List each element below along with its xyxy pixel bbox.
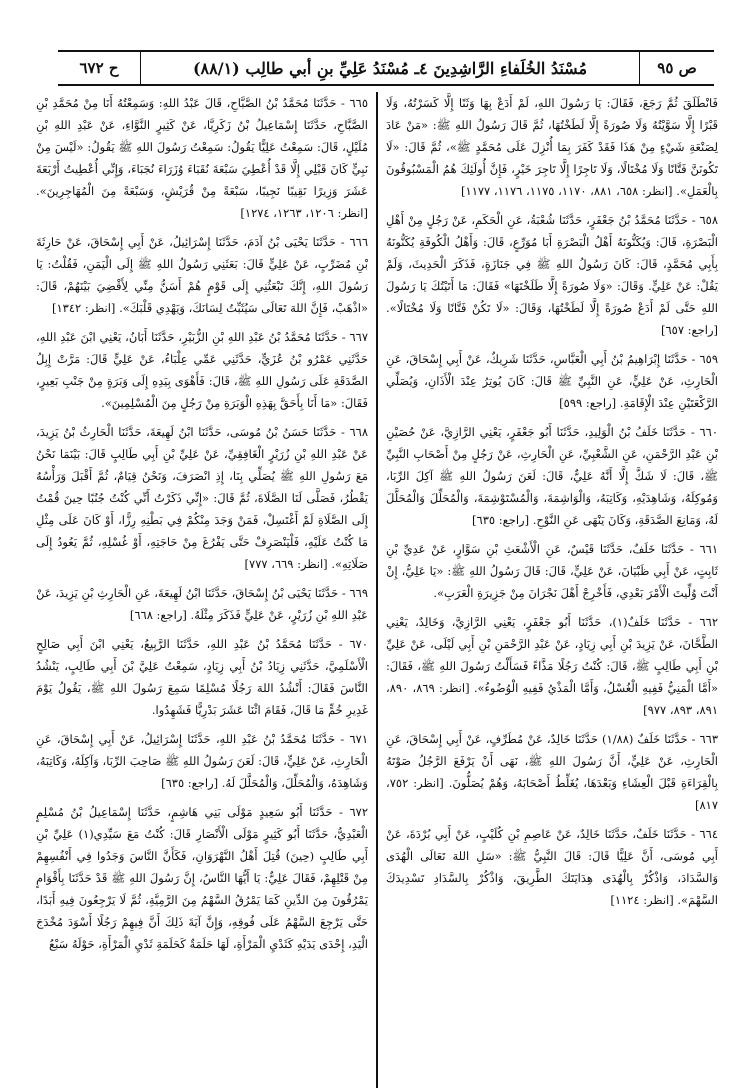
header-title: مُسْنَدُ الخُلَفاءِ الرَّاشِدِينَ ٤ـ مُسْنَدُ عَلِيِّ بنِ أبي طالِب (٨٨/١) — [192, 58, 588, 78]
hadith-paragraph: ٦٥٨ - حَدَّثَنَا مُحَمَّدُ بْنُ جَعْفَرٍ، حَدَّثَنَا شُعْبَةُ، عَنِ الْحَكَمِ، عَنْ رَجُلٍ مِنْ أَهْلِ الْبَصْرَةِ، قَالَ: وَيُكَنُّونَهُ أَهْلُ الْبَصْرَةِ أَبَا مُوَرِّعٍ، قَالَ: وَأَهْلُ الْكُوفَةِ يُكَنُّونَهُ بِأَبِي مُحَمَّدٍ، قَالَ: كَانَ رَسُولُ اللهِ ﷺ فِي جَنَازَةٍ، فَذَكَرَ الْحَدِيثَ، وَلَمْ يَقُلْ: عَنْ عَلِيٍّ. وَقَالَ: «وَلَا صُورَةً إِلَّا طَلَخْتَهَا» فَقَالَ: مَا أَتَيْتُكَ يَا رَسُولَ اللهِ حَتَّى لَمْ أَدَعْ صُورَةً إِلَّا لَطَخْتُهَا، وَقَالَ: «لَا تَكُنْ فَتَّانًا وَلَا مُخْتَالًا». [راجع: ٦٥٧] — [386, 213, 718, 337]
hadith-paragraph: ٦٦٠ - حَدَّثَنَا خَلَفُ بْنُ الْوَلِيدِ، حَدَّثَنَا أَبُو جَعْفَرٍ، يَعْنِي الرَّازِيَّ، عَنْ حُصَيْنِ بْنِ عَبْدِ الرَّحْمَنِ، عَنِ الشَّعْبِيِّ، عَنِ الْحَارِثِ، عَنْ رَجُلٍ مِنْ أَصْحَابِ النَّبِيِّ ﷺ، قَالَ: لَا شَكَّ إِلَّا أَنَّهُ عَلِيٌّ، قَالَ: لَعَنَ رَسُولُ اللهِ ﷺ آكِلَ الرِّبَا، وَمُوكِلَهُ، وَشَاهِدَيْهِ، وَكَاتِبَهُ، وَالْوَاشِمَةَ، وَالْمُسْتَوْشِمَةَ، وَالْمُحَلِّلَ وَالْمُحَلَّلَ لَهُ، وَمَانِعَ الصَّدَقَةِ، وَكَانَ يَنْهَى عَنِ النَّوْحِ. [راجع: ٦٣٥] — [386, 425, 718, 527]
hadith-paragraph: ٦٧٠ - حَدَّثَنَا مُحَمَّدُ بْنُ عَبْدِ اللهِ، حَدَّثَنَا الرَّبِيعُ، يَعْنِي ابْنَ أَبِي صَالِحٍ الْأَسْلَمِيَّ، حَدَّثَنِي زِيَادُ بْنُ أَبِي زِيَادٍ، سَمِعْتُ عَلِيَّ بْنَ أَبِي طَالِبٍ، يَنْشُدُ النَّاسَ فَقَالَ: أَنْشُدُ اللهَ رَجُلًا مُسْلِمًا سَمِعَ رَسُولَ اللهِ ﷺ، يَقُولُ يَوْمَ غَدِيرِ خُمٍّ مَا قَالَ، فَقَامَ اثْنَا عَشَرَ بَدْرِيًّا فَشَهِدُوا. — [36, 637, 368, 717]
hadith-range: ح ٦٧٢ — [58, 52, 141, 84]
hadith-paragraph: ٦٦٤ - حَدَّثَنَا خَلَفٌ، حَدَّثَنَا خَالِدٌ، عَنْ عَاصِمِ بْنِ كُلَيْبٍ، عَنْ أَبِي بُرْدَةَ، عَنْ أَبِي مُوسَى، أَنَّ عَلِيًّا قَالَ: قَالَ النَّبِيُّ ﷺ: «سَلِ اللهَ تَعَالَى الْهُدَى وَالسَّدَادَ، وَاذْكُرْ بِالْهُدَى هِدَايَتَكَ الطَّرِيقَ، وَاذْكُرْ بِالسَّدَادِ تَسْدِيدَكَ السَّهْمَ». [انظر: ١١٢٤] — [386, 827, 718, 907]
hadith-paragraph: ٦٦٧ - حَدَّثَنَا مُحَمَّدُ بْنُ عَبْدِ اللهِ بْنِ الزُّبَيْرِ، حَدَّثَنَا أَبَانُ، يَعْنِي ابْنَ عَبْدِ اللهِ، حَدَّثَنِي عَمْرُو بْنُ عُزَيٍّ، حَدَّثَنِي عَمِّي عِلْبَاءُ، عَنْ عَلِيٍّ قَالَ: مَرَّتْ إِبِلُ الصَّدَقَةِ عَلَى رَسُولِ اللهِ ﷺ، قَالَ: فَأَهْوَى بِيَدِهِ إِلَى وَبَرَةٍ مِنْ جَنْبِ بَعِيرٍ، فَقَالَ: «مَا أَنَا بِأَحَقَّ بِهَذِهِ الْوَبَرَةِ مِنْ رَجُلٍ مِنَ الْمُسْلِمِينَ». — [36, 330, 368, 410]
hadith-paragraph: فَانْطَلَقَ ثُمَّ رَجَعَ، فَقَالَ: يَا رَسُولَ اللهِ، لَمْ أَدَعْ بِهَا وَثَنًا إِلَّا كَسَرْتُهُ، وَلَا قَبْرًا إِلَّا سَوَّيْتُهُ وَلَا صُورَةً إِلَّا لَطَخْتُهَا، ثُمَّ قَالَ رَسُولُ اللهِ ﷺ: «مَنْ عَادَ لِصَنْعَةِ شَيْءٍ مِنْ هَذَا فَقَدْ كَفَرَ بِمَا أُنْزِلَ عَلَى مُحَمَّدٍ ﷺ»، ثُمَّ قَالَ: «لَا تَكُونَنَّ فَتَّانًا وَلَا مُخْتَالًا، وَلَا تَاجِرًا إِلَّا تَاجِرَ خَيْرٍ، فَإِنَّ أُولَئِكَ هُمُ الْمَسْبُوقُونَ بِالْعَمَلِ». [انظر: ٦٥٨، ٨٨١، ١١٧٠، ١١٧٥، ١١٧٦، ١١٧٧] — [386, 96, 718, 198]
running-header — [58, 50, 714, 86]
left-column — [36, 92, 376, 1088]
hadith-paragraph: ٦٦١ - حَدَّثَنَا خَلَفٌ، حَدَّثَنَا قَيْسٌ، عَنِ الْأَشْعَثِ بْنِ سَوَّارٍ، عَنْ عَدِيِّ بْنِ ثَابِتٍ، عَنْ أَبِي ظَبْيَانَ، عَنْ عَلِيٍّ، قَالَ: قَالَ رَسُولُ اللهِ ﷺ: «يَا عَلِيُّ، إِنْ أَنْتَ وُلِّيتَ الْأَمْرَ بَعْدِي، فَأَخْرِجْ أَهْلَ نَجْرَانَ مِنْ جَزِيرَةِ الْعَرَبِ». — [386, 542, 718, 600]
hadith-paragraph: ٦٦٩ - حَدَّثَنَا يَحْيَى بْنُ إِسْحَاقَ، حَدَّثَنَا ابْنُ لَهِيعَةَ، عَنِ الْحَارِثِ بْنِ يَزِيدَ، عَنْ عَبْدِ اللهِ بْنِ زُرَيْرٍ، عَنْ عَلِيٍّ فَذَكَرَ مِثْلَهُ. [راجع: ٦٦٨] — [36, 586, 368, 622]
hadith-paragraph: ٦٦٥ - حَدَّثَنَا مُحَمَّدُ بْنُ الصَّبَّاحِ، قَالَ عَبْدُ اللهِ: وَسَمِعْتُهُ أَنَا مِنْ مُحَمَّدِ بْنِ الصَّبَّاحِ، حَدَّثَنَا إِسْمَاعِيلُ بْنُ زَكَرِيَّا، عَنْ كَثِيرٍ النَّوَّاءِ، عَنْ عَبْدِ اللهِ بْنِ مُلَيْلٍ، قَالَ: سَمِعْتُ عَلِيًّا يَقُولُ: سَمِعْتُ رَسُولَ اللهِ ﷺ يَقُولُ: «لَيْسَ مِنْ نَبِيٍّ كَانَ قَبْلِي إِلَّا قَدْ أُعْطِيَ سَبْعَةَ نُقَبَاءَ وُزَرَاءَ نُجَبَاءَ، وَإِنِّي أُعْطِيتُ أَرْبَعَةَ عَشَرَ وَزِيرًا نَقِيبًا نَجِيبًا، سَبْعَةً مِنْ قُرَيْشٍ، وَسَبْعَةً مِنَ الْمُهَاجِرِينَ». [انظر: ١٢٠٦، ١٢٦٣، ١٢٧٤] — [36, 96, 368, 220]
hadith-paragraph: ٦٦٨ - حَدَّثَنَا حَسَنُ بْنُ مُوسَى، حَدَّثَنَا ابْنُ لَهِيعَةَ، حَدَّثَنَا الْحَارِثُ بْنُ يَزِيدَ، عَنْ عَبْدِ اللهِ بْنِ زُرَيْرٍ الْغَافِقِيِّ، عَنْ عَلِيِّ بْنِ أَبِي طَالِبٍ قَالَ: بَيْنَمَا نَحْنُ مَعَ رَسُولِ اللهِ ﷺ يُصَلِّي بِنَا، إِذِ انْصَرَفَ، وَنَحْنُ قِيَامٌ، ثُمَّ أَقْبَلَ وَرَأْسُهُ يَقْطُرُ، فَصَلَّى لَنَا الصَّلَاةَ، ثُمَّ قَالَ: «إِنِّي ذَكَرْتُ أَنِّي كُنْتُ جُنُبًا حِينَ قُمْتُ إِلَى الصَّلَاةِ لَمْ أَغْتَسِلْ، فَمَنْ وَجَدَ مِنْكُمْ فِي بَطْنِهِ رِزًّا، أَوْ كَانَ عَلَى مِثْلِ مَا كُنْتُ عَلَيْهِ، فَلْيَنْصَرِفْ حَتَّى يَفْرُغَ مِنْ حَاجَتِهِ، أَوْ غُسْلِهِ، ثُمَّ يَعُودُ إِلَى صَلَاتِهِ». [انظر: ٦٦٩، ٧٧٧] — [36, 425, 368, 571]
text-columns — [28, 92, 718, 1088]
page-number: ص ٩٥ — [639, 52, 714, 84]
hadith-paragraph: ٦٦٣ - حَدَّثَنَا خَلَفٌ (١/٨٨) حَدَّثَنَا خَالِدٌ، عَنْ مُطَرِّفٍ، عَنْ أَبِي إِسْحَاقَ، عَنِ الْحَارِثِ، عَنْ عَلِيٍّ، أَنَّ رَسُولَ اللهِ ﷺ، نَهَى أَنْ يَرْفَعَ الرَّجُلُ صَوْتَهُ بِالْقِرَاءَةِ قَبْلَ الْعِشَاءِ وَبَعْدَهَا، يُغَلِّطُ أَصْحَابَهُ، وَهُمْ يُصَلُّونَ. [انظر: ٧٥٢، ٨١٧] — [386, 732, 718, 812]
hadith-paragraph: ٦٦٢ - حَدَّثَنَا خَلَفٌ(١)، حَدَّثَنَا أَبُو جَعْفَرٍ، يَعْنِي الرَّازِيَّ، وَخَالِدٌ، يَعْنِي الطَّحَّانَ، عَنْ يَزِيدَ بْنِ أَبِي زِيَادٍ، عَنْ عَبْدِ الرَّحْمَنِ بْنِ أَبِي لَيْلَى، عَنْ عَلِيِّ بْنِ أَبِي طَالِبٍ ﷺ، قَالَ: كُنْتُ رَجُلًا مَذَّاءً فَسَأَلْتُ رَسُولَ اللهِ ﷺ، فَقَالَ: «أَمَّا الْمَنِيُّ فَفِيهِ الْغُسْلُ، وَأَمَّا الْمَذْيُ فَفِيهِ الْوُضُوءُ». [انظر: ٨٦٩، ٨٩٠، ٨٩١، ٨٩٣، ٩٧٧] — [386, 615, 718, 717]
column-divider — [376, 92, 378, 1088]
hadith-paragraph: ٦٧٢ - حَدَّثَنَا أَبُو سَعِيدٍ مَوْلَى بَنِي هَاشِمٍ، حَدَّثَنَا إِسْمَاعِيلُ بْنُ مُسْلِمٍ الْعَبْدِيُّ، حَدَّثَنَا أَبُو كَثِيرٍ مَوْلَى الْأَنْصَارِ قَالَ: كُنْتُ مَعَ سَيِّدِي(١) عَلِيِّ بْنِ أَبِي طَالِبٍ (حِينَ) قُتِلَ أَهْلُ النَّهْرَوَانِ، فَكَأَنَّ النَّاسَ وَجَدُوا فِي أَنْفُسِهِمْ مِنْ قَتْلِهِمْ، فَقَالَ عَلِيٌّ: يَا أَيُّهَا النَّاسُ، إِنَّ رَسُولَ اللهِ ﷺ قَدْ حَدَّثَنَا بِأَقْوَامٍ يَمْرُقُونَ مِنَ الدِّينِ كَمَا يَمْرُقُ السَّهْمُ مِنَ الرَّمِيَّةِ، ثُمَّ لَا يَرْجِعُونَ فِيهِ أَبَدًا، حَتَّى يَرْجِعَ السَّهْمُ عَلَى فُوقِهِ، وَإِنَّ آيَةَ ذَلِكَ أَنَّ فِيهِمْ رَجُلًا أَسْوَدَ مُخْدَجَ الْيَدِ، إِحْدَى يَدَيْهِ كَثَدْيِ الْمَرْأَةِ، لَهَا حَلَمَةٌ كَحَلَمَةِ ثَدْيِ الْمَرْأَةِ، حَوْلَهُ سَبْعُ — [36, 805, 368, 951]
hadith-paragraph: ٦٥٩ - حَدَّثَنَا إِبْرَاهِيمُ بْنُ أَبِي الْعَبَّاسِ، حَدَّثَنَا شَرِيكٌ، عَنْ أَبِي إِسْحَاقَ، عَنِ الْحَارِثِ، عَنْ عَلِيٍّ، عَنِ النَّبِيِّ ﷺ قَالَ: كَانَ يُوتِرُ عِنْدَ الْأَذَانِ، وَيُصَلِّي الرَّكْعَتَيْنِ عِنْدَ الْإِقَامَةِ. [راجع: ٥٩٩] — [386, 352, 718, 410]
hadith-paragraph: ٦٦٦ - حَدَّثَنَا يَحْيَى بْنُ آدَمَ، حَدَّثَنَا إِسْرَائِيلُ، عَنْ أَبِي إِسْحَاقَ، عَنْ حَارِثَةَ بْنِ مُضَرِّبٍ، عَنْ عَلِيٍّ قَالَ: بَعَثَنِي رَسُولُ اللهِ ﷺ إِلَى الْيَمَنِ، فَقُلْتُ: يَا رَسُولَ اللهِ، إِنَّكَ تَبْعَثُنِي إِلَى قَوْمٍ هُمْ أَسَنُّ مِنِّي لِأَقْضِيَ بَيْنَهُمْ، قَالَ: «اذْهَبْ، فَإِنَّ اللهَ تَعَالَى سَيُثَبِّتُ لِسَانَكَ، وَيَهْدِي قَلْبَكَ». [انظر: ١٣٤٢] — [36, 235, 368, 315]
hadith-paragraph: ٦٧١ - حَدَّثَنَا مُحَمَّدُ بْنُ عَبْدِ اللهِ، حَدَّثَنَا إِسْرَائِيلُ، عَنْ أَبِي إِسْحَاقَ، عَنِ الْحَارِثِ، عَنْ عَلِيٍّ، قَالَ: لَعَنَ رَسُولُ اللهِ ﷺ صَاحِبَ الرِّبَا، وَآكِلَهُ، وَكَاتِبَهُ، وَشَاهِدَهُ، وَالْمُحَلِّلَ، وَالْمُحَلَّلَ لَهُ. [راجع: ٦٣٥] — [36, 732, 368, 790]
right-column — [378, 92, 718, 1088]
